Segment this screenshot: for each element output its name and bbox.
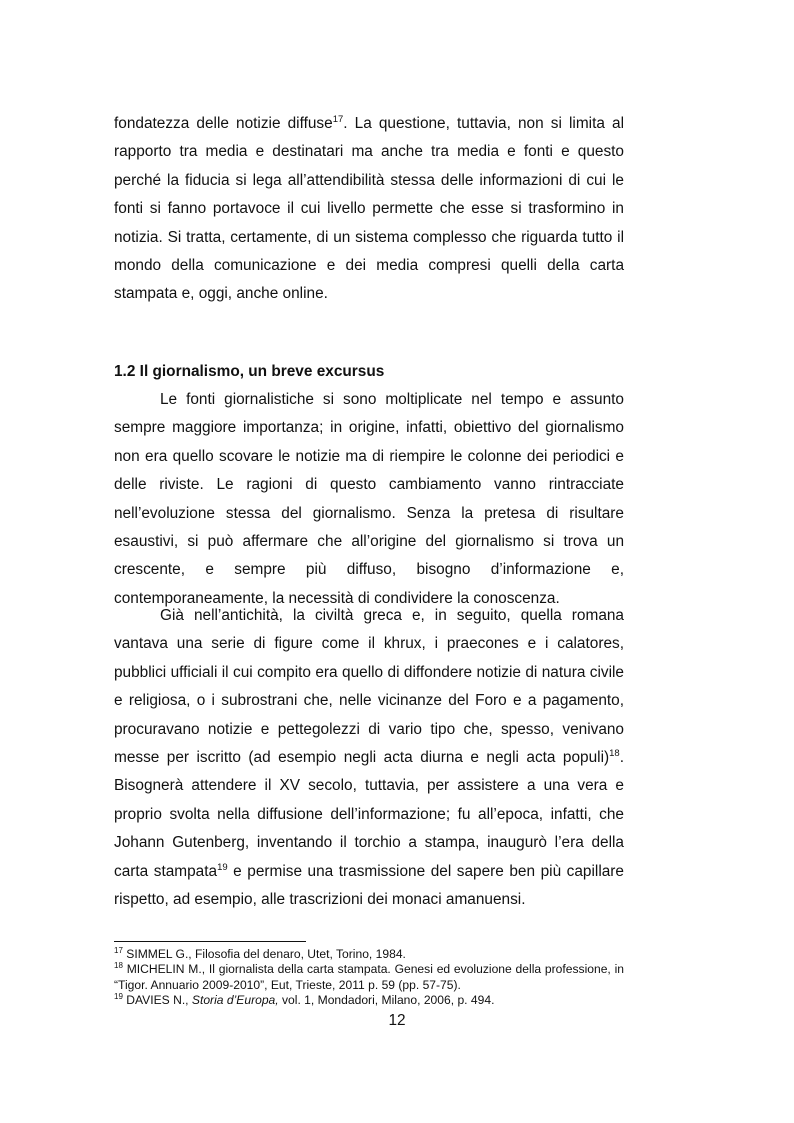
footnote-text: DAVIES N., xyxy=(122,993,192,1008)
paragraph-text: . La questione, tuttavia, non si limita al rapporto tra media e destinatari ma anche tra media e fonti e questo perché la fiducia si lega all’attendibilità stessa delle informazioni di cui le fonti si fanno portavoce il cui livello permette che esse si trasformino in notizia. Si tratta, certamente, di un sistema complesso che riguarda tutto il mondo della comunicazione e dei media compresi quelli della carta stampata e, oggi, anche online. xyxy=(114,115,624,303)
paragraph-text: Già nell’antichità, la civiltà greca e, in seguito, quella romana vantava una serie di figure come il khrux, i praecones e i calatores, pubblici ufficiali il cui compito era quello di diffondere notizie di natura civile e religiosa, o i subrostrani che, nelle vicinanze del Foro e a pagamento, procuravano notizie e pettegolezzi di vario tipo che, spesso, venivano messe per iscritto (ad esempio negli acta diurna e negli acta populi) xyxy=(114,607,624,767)
paragraph-continuation xyxy=(114,110,624,309)
section-heading: 1.2 Il giornalismo, un breve excursus xyxy=(114,363,385,380)
footnote-text: vol. 1, Mondadori, Milano, 2006, p. 494. xyxy=(278,993,495,1008)
footnote-19 xyxy=(114,993,624,1008)
footnote-text: SIMMEL G., Filosofia del denaro, Utet, Torino, 1984. xyxy=(122,947,406,961)
footnote-number: 18 xyxy=(114,961,123,971)
footnote-ref-17[interactable]: 17 xyxy=(332,113,344,125)
footnote-separator xyxy=(114,941,306,942)
page-number: 12 xyxy=(388,1012,406,1029)
footnotes xyxy=(114,947,624,1009)
paragraph-text: . Bisognerà attendere il XV secolo, tuttavia, per assistere a una vera e proprio svolta nella diffusione dell’informazione; fu all’epoca, infatti, che Johann Gutenberg, inventando il torchio a stampa, inaugurò l’era della carta stampata xyxy=(114,749,624,880)
footnote-18 xyxy=(114,962,624,993)
paragraph-text: fondatezza delle notizie diffuse xyxy=(114,115,333,132)
footnote-number: 19 xyxy=(114,992,123,1002)
footnote-ref-19[interactable]: 19 xyxy=(217,861,228,873)
footnote-title: Storia d’Europa, xyxy=(191,993,279,1008)
paragraph-text: e permise una trasmissione del sapere ben più capillare rispetto, ad esempio, alle trascrizioni dei monaci amanuensi. xyxy=(114,862,624,909)
footnote-text: MICHELIN M., Il giornalista della carta stampata. Genesi ed evoluzione della professione, in “Tigor. Annuario 2009-2010”, Eut, Trieste, 2011 p. 59 (pp. 57-75). xyxy=(114,962,624,992)
footnote-17 xyxy=(114,947,624,962)
paragraph-history xyxy=(114,602,624,914)
paragraph-sources: Le fonti giornalistiche si sono moltiplicate nel tempo e assunto sempre maggiore importanza; in origine, infatti, obiettivo del giornalismo non era quello scovare le notizie ma di riempire le colonne dei periodici e delle riviste. Le ragioni di questo cambiamento vanno rintracciate nell’evoluzione stessa del giornalismo. Senza la pretesa di risultare esaustivi, si può affermare che all’origine del giornalismo si trova un crescente, e sempre più diffuso, bisogno d’informazione e, contemporaneamente, la necessità di condividere la conoscenza. xyxy=(114,391,624,607)
footnote-number: 17 xyxy=(114,945,123,955)
footnote-ref-18[interactable]: 18 xyxy=(609,747,620,759)
